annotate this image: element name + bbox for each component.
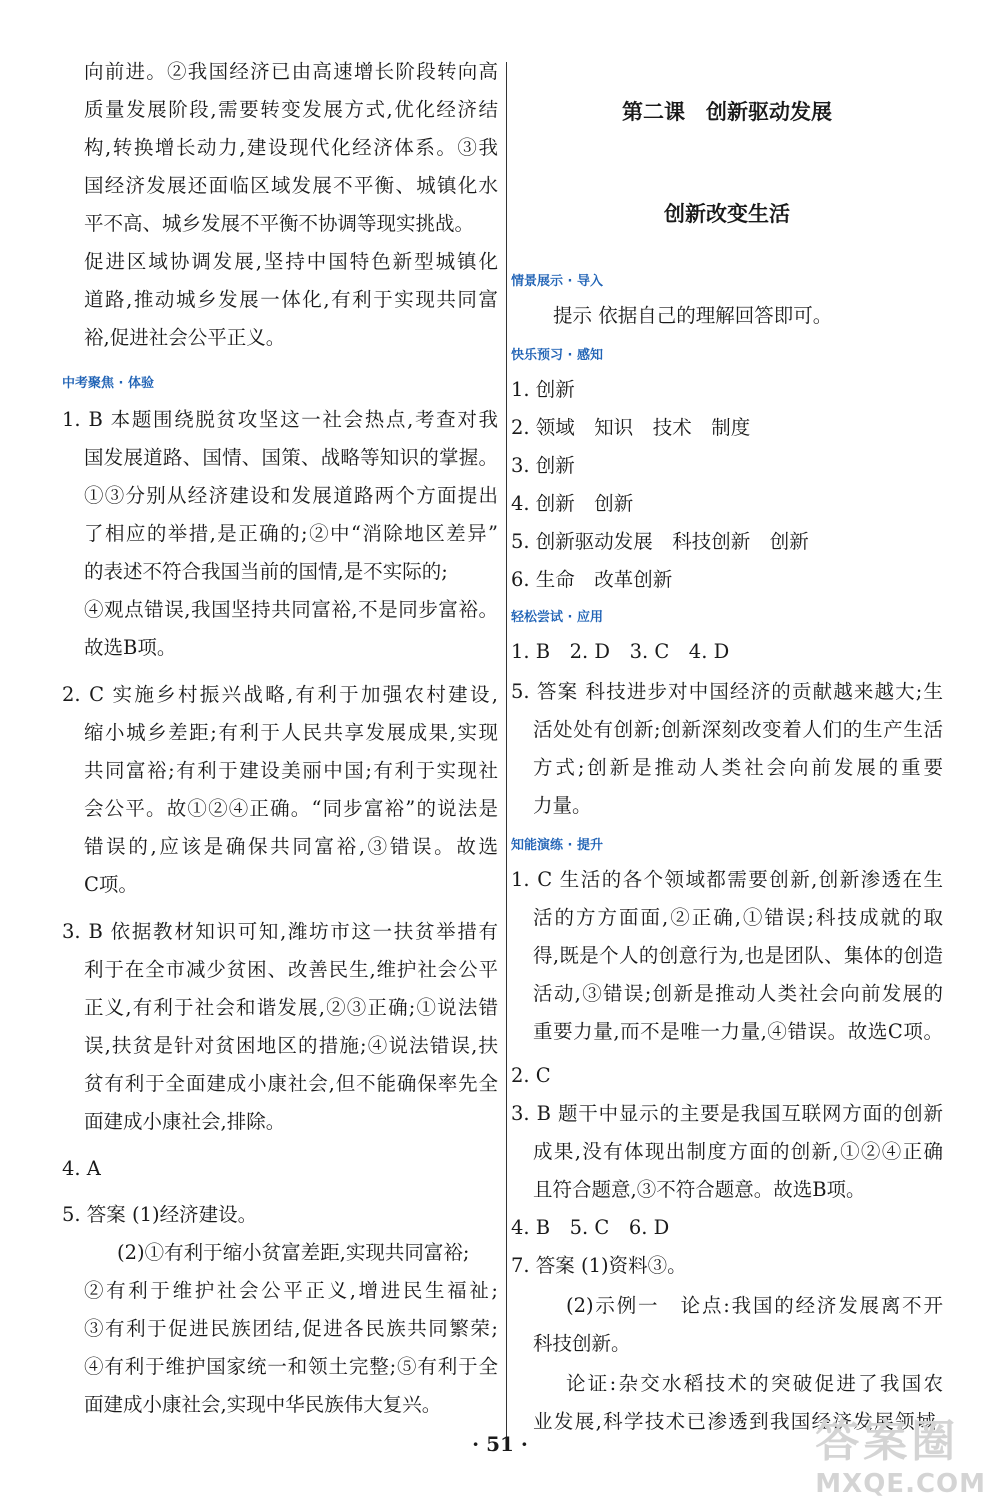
try-5-line: 5. 答案 科技进步对中国经济的贡献越来越大;生 [511,680,943,703]
text-line: 平不高、城乡发展不平衡不协调等现实挑战。 [84,212,475,235]
practice-1-line: 1. C 生活的各个领域都需要创新,创新渗透在生 [511,868,943,891]
practice-1-line: 得,既是个人的创意行为,也是团队、集体的创造 [533,944,943,967]
answer-3-line: 面建成小康社会,排除。 [84,1110,286,1133]
answer-3-line: 误,扶贫是针对贫困地区的措施;④说法错误,扶 [84,1034,498,1057]
preview-item: 1. 创新 [511,378,575,401]
hint-text: 提示 依据自己的理解回答即可。 [553,304,833,327]
preview-item: 2. 领域 知识 技术 制度 [511,416,751,439]
page-number: · 51 · [472,1432,528,1456]
text-line: 道路,推动城乡发展一体化,有利于实现共同富 [84,288,498,311]
text-line: 国经济发展还面临区域发展不平衡、城镇化水 [84,174,498,197]
try-5-line: 力量。 [533,794,592,817]
answer-1-line: 了相应的举措,是正确的;②中“消除地区差异” [84,522,498,545]
answer-5-line: (2)①有利于缩小贫富差距,实现共同富裕; [117,1241,470,1264]
answer-3-line: 利于在全市减少贫困、改善民生,维护社会公平 [84,958,498,981]
text-line: 质量发展阶段,需要转变发展方式,优化经济结 [84,98,498,121]
watermark-logo [815,1405,986,1499]
practice-7-line: 业发展,科学技术已渗透到我国经济发展领域, [533,1410,943,1433]
section-heading: 中考聚焦 · 体验 [62,376,154,391]
answer-5-line: 面建成小康社会,实现中华民族伟大复兴。 [84,1393,442,1416]
answer-1-line: 的表述不符合我国当前的国情,是不实际的; [84,560,448,583]
try-5-line: 方式;创新是推动人类社会向前发展的重要 [533,756,943,779]
answer-2-line: 错误的,应该是确保共同富裕,③错误。故选 [84,835,498,858]
column-divider [506,62,507,1447]
practice-7-line: 科技创新。 [533,1332,631,1355]
try-answers: 1. B 2. D 3. C 4. D [511,640,730,663]
preview-item: 6. 生命 改革创新 [511,568,673,591]
try-5-line: 活处处有创新;创新深刻改变着人们的生产生活 [533,718,943,741]
preview-item: 3. 创新 [511,454,575,477]
section-heading: 快乐预习 · 感知 [511,348,603,363]
text-line: 向前进。②我国经济已由高速增长阶段转向高 [84,60,498,83]
answer-5-line: ④有利于维护国家统一和领土完整;⑤有利于全 [84,1355,498,1378]
answer-1-line: ①③分别从经济建设和发展道路两个方面提出 [84,484,498,507]
practice-3-line: 成果,没有体现出制度方面的创新,①②④正确 [533,1140,943,1163]
answer-3-line: 贫有利于全面建成小康社会,但不能确保率先全 [84,1072,498,1095]
practice-1-line: 活动,③错误;创新是推动人类社会向前发展的 [533,982,943,1005]
answer-1-line: 1. B 本题围绕脱贫攻坚这一社会热点,考查对我 [62,408,498,431]
practice-1-line: 重要力量,而不是唯一力量,④错误。故选C项。 [533,1020,943,1043]
practice-456: 4. B 5. C 6. D [511,1216,670,1239]
answer-3-line: 3. B 依据教材知识可知,潍坊市这一扶贫举措有 [62,920,498,943]
text-line: 促进区域协调发展,坚持中国特色新型城镇化 [84,250,498,273]
text-line: 裕,促进社会公平正义。 [84,326,286,349]
answer-2-line: 2. C 实施乡村振兴战略,有利于加强农村建设, [62,683,498,706]
answer-4: 4. A [62,1157,101,1180]
answer-1-line: 故选B项。 [84,636,177,659]
practice-3-line: 3. B 题干中显示的主要是我国互联网方面的创新 [511,1102,943,1125]
practice-3-line: 且符合题意,③不符合题意。故选B项。 [533,1178,866,1201]
watermark-text: 答案圈 [815,1416,960,1467]
practice-1-line: 活的方方面面,②正确,①错误;科技成就的取 [533,906,943,929]
practice-2: 2. C [511,1064,551,1087]
answer-2-line: 共同富裕;有利于建设美丽中国;有利于实现社 [84,759,498,782]
answer-5-line: 5. 答案 (1)经济建设。 [62,1203,258,1226]
section-heading: 轻松尝试 · 应用 [511,610,603,625]
preview-item: 4. 创新 创新 [511,492,634,515]
practice-7-line: 7. 答案 (1)资料③。 [511,1254,687,1277]
answer-5-line: ②有利于维护社会公平正义,增进民生福祉; [84,1279,498,1302]
lesson-title: 第二课 创新驱动发展 [622,100,832,124]
topic-title: 创新改变生活 [664,202,790,226]
preview-item: 5. 创新驱动发展 科技创新 创新 [511,530,809,553]
practice-7-line: (2)示例一 论点:我国的经济发展离不开 [566,1294,943,1317]
answer-1-line: ④观点错误,我国坚持共同富裕,不是同步富裕。 [84,598,498,621]
answer-1-line: 国发展道路、国情、国策、战略等知识的掌握。 [84,446,498,469]
text-line: 构,转换增长动力,建设现代化经济体系。③我 [84,136,498,159]
answer-2-line: 会公平。故①②④正确。“同步富裕”的说法是 [84,797,498,820]
section-heading: 知能演练 · 提升 [511,838,603,853]
answer-2-line: C项。 [84,873,138,896]
answer-2-line: 缩小城乡差距;有利于人民共享发展成果,实现 [84,721,498,744]
section-heading: 情景展示 · 导入 [511,274,603,289]
answer-5-line: ③有利于促进民族团结,促进各民族共同繁荣; [84,1317,498,1340]
answer-3-line: 正义,有利于社会和谐发展,②③正确;①说法错 [84,996,498,1019]
practice-7-line: 论证:杂交水稻技术的突破促进了我国农 [566,1372,943,1395]
watermark-url: MXQE.COM [815,1469,986,1499]
